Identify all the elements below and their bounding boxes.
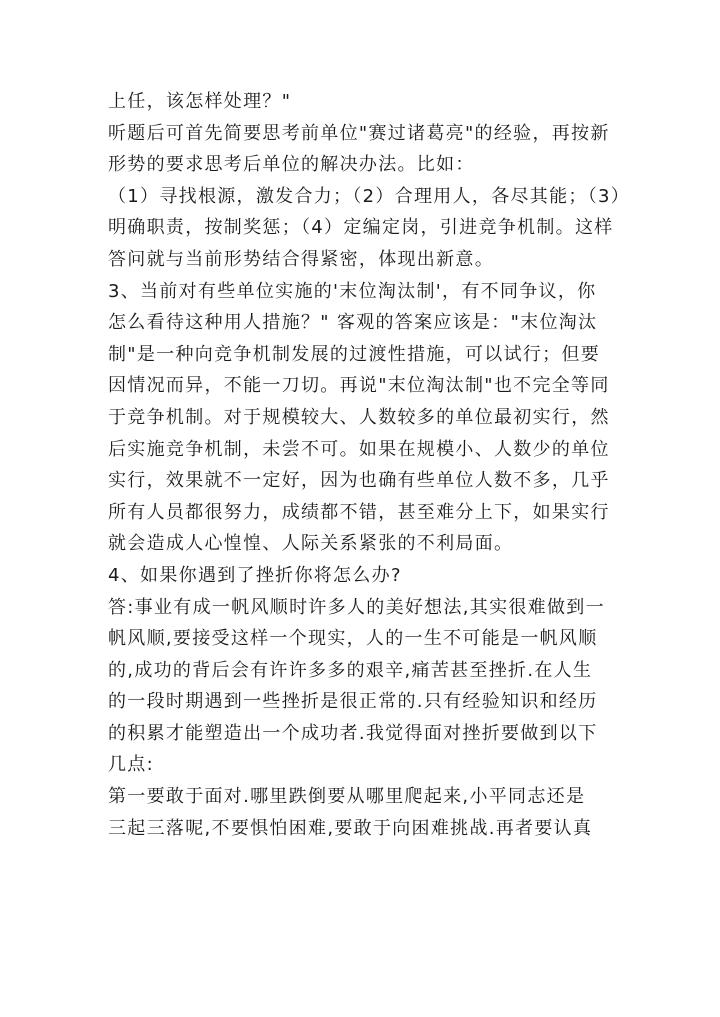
text-line: 明确职责，按制奖惩；（4）定编定岗，引进竞争机制。这样 (108, 217, 614, 239)
text-line: 怎么看待这种用人措施？" 客观的答案应该是："末位淘汰 (108, 312, 598, 334)
text-line: 答:事业有成一帆风顺时许多人的美好想法,其实很难做到一 (108, 596, 605, 618)
text-line: 上任，该怎样处理？" (108, 91, 292, 112)
text-line: 帆风顺,要接受这样一个现实，人的一生不可能是一帆风顺 (108, 628, 598, 650)
text-line: 的,成功的背后会有许许多多的艰辛,痛苦甚至挫折.在人生 (108, 659, 593, 681)
text-line: 所有人员都很努力，成绩都不错，甚至难分上下，如果实行 (108, 501, 610, 523)
text-line: 的一段时期遇到一些挫折是很正常的.只有经验知识和经历 (108, 691, 598, 713)
text-line: 于竞争机制。对于规模较大、人数较多的单位最初实行，然 (108, 406, 610, 428)
text-line: 的积累才能塑造出一个成功者.我觉得面对挫折要做到以下 (108, 722, 598, 744)
text-line: 3、当前对有些单位实施的'末位淘汰制'，有不同争议，你 (108, 280, 597, 302)
text-line: 实行，效果就不一定好，因为也确有些单位人数不多，几乎 (108, 470, 610, 492)
text-line: 形势的要求思考后单位的解决办法。比如： (108, 154, 475, 176)
text-line: 4、如果你遇到了挫折你将怎么办? (108, 564, 402, 586)
text-line: （1）寻找根源，激发合力；（2）合理用人，各尽其能；（3） (108, 185, 631, 207)
text-line: 几点: (108, 754, 154, 776)
text-line: 制"是一种向竞争机制发展的过渡性措施，可以试行；但要 (108, 343, 601, 365)
text-line: 答问就与当前形势结合得紧密，体现出新意。 (108, 248, 494, 270)
text-line: 后实施竞争机制，未尝不可。如果在规模小、人数少的单位 (108, 438, 610, 460)
document-body (108, 86, 631, 844)
text-line: 三起三落呢,不要惧怕困难,要敢于向困难挑战.再者要认真 (108, 817, 593, 839)
text-line: 听题后可首先简要思考前单位"赛过诸葛亮"的经验，再按新 (108, 122, 610, 144)
text-line: 第一要敢于面对.哪里跌倒要从哪里爬起来,小平同志还是 (108, 786, 586, 808)
text-line: 就会造成人心惶惶、人际关系紧张的不利局面。 (108, 533, 514, 555)
text-line: 因情况而异，不能一刀切。再说"末位淘汰制"也不完全等同 (108, 375, 610, 397)
